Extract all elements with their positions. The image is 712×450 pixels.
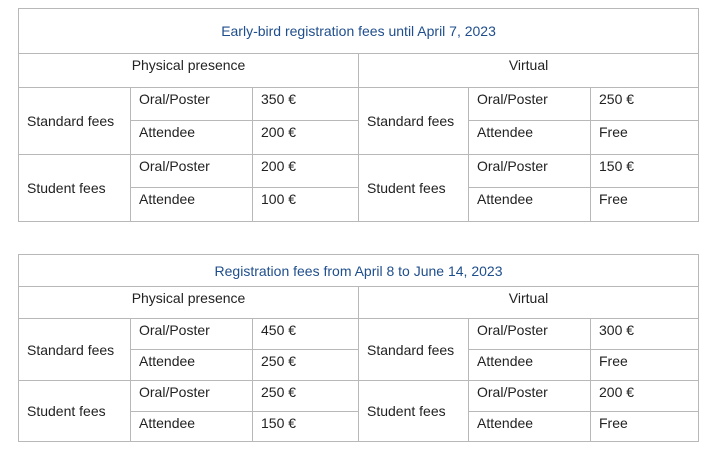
physical-presence-header: Physical presence xyxy=(19,287,359,319)
table-row xyxy=(19,88,699,121)
student-fees-label: Student fees xyxy=(359,381,469,442)
fee-type-cell: Attendee xyxy=(469,188,591,222)
fee-type-cell: Oral/Poster xyxy=(469,88,591,121)
regular-fees-table xyxy=(18,254,699,442)
fee-type-cell: Attendee xyxy=(131,188,253,222)
fee-amount-cell: 200 € xyxy=(253,155,359,188)
fee-type-cell: Oral/Poster xyxy=(469,381,591,412)
fee-amount-cell: 350 € xyxy=(253,88,359,121)
fee-amount-cell: 200 € xyxy=(591,381,699,412)
fee-type-cell: Attendee xyxy=(469,121,591,155)
fee-type-cell: Attendee xyxy=(469,350,591,381)
standard-fees-label: Standard fees xyxy=(19,88,131,155)
fee-type-cell: Attendee xyxy=(131,350,253,381)
table-row xyxy=(19,319,699,350)
fee-type-cell: Oral/Poster xyxy=(131,319,253,350)
physical-presence-header: Physical presence xyxy=(19,54,359,88)
fee-type-cell: Oral/Poster xyxy=(131,381,253,412)
table-caption: Early-bird registration fees until April 7, 2023 xyxy=(19,9,699,54)
table-caption: Registration fees from April 8 to June 14, 2023 xyxy=(19,255,699,287)
standard-fees-label: Standard fees xyxy=(359,319,469,381)
fee-amount-cell: Free xyxy=(591,121,699,155)
fee-amount-cell: 150 € xyxy=(591,155,699,188)
virtual-header: Virtual xyxy=(359,54,699,88)
student-fees-label: Student fees xyxy=(359,155,469,222)
fee-type-cell: Oral/Poster xyxy=(469,155,591,188)
standard-fees-label: Standard fees xyxy=(19,319,131,381)
fee-amount-cell: Free xyxy=(591,350,699,381)
virtual-header: Virtual xyxy=(359,287,699,319)
early-bird-fees-table xyxy=(18,8,699,222)
fee-type-cell: Oral/Poster xyxy=(131,88,253,121)
student-fees-label: Student fees xyxy=(19,381,131,442)
table-row xyxy=(19,155,699,188)
fee-type-cell: Oral/Poster xyxy=(469,319,591,350)
fee-amount-cell: 200 € xyxy=(253,121,359,155)
fee-amount-cell: Free xyxy=(591,412,699,442)
student-fees-label: Student fees xyxy=(19,155,131,222)
fee-amount-cell: 250 € xyxy=(591,88,699,121)
fee-type-cell: Attendee xyxy=(469,412,591,442)
fee-amount-cell: 250 € xyxy=(253,350,359,381)
fee-amount-cell: 100 € xyxy=(253,188,359,222)
fee-amount-cell: Free xyxy=(591,188,699,222)
fee-type-cell: Attendee xyxy=(131,412,253,442)
fee-amount-cell: 150 € xyxy=(253,412,359,442)
fee-amount-cell: 450 € xyxy=(253,319,359,350)
fee-amount-cell: 250 € xyxy=(253,381,359,412)
standard-fees-label: Standard fees xyxy=(359,88,469,155)
fee-amount-cell: 300 € xyxy=(591,319,699,350)
fee-type-cell: Attendee xyxy=(131,121,253,155)
table-row xyxy=(19,381,699,412)
fee-type-cell: Oral/Poster xyxy=(131,155,253,188)
